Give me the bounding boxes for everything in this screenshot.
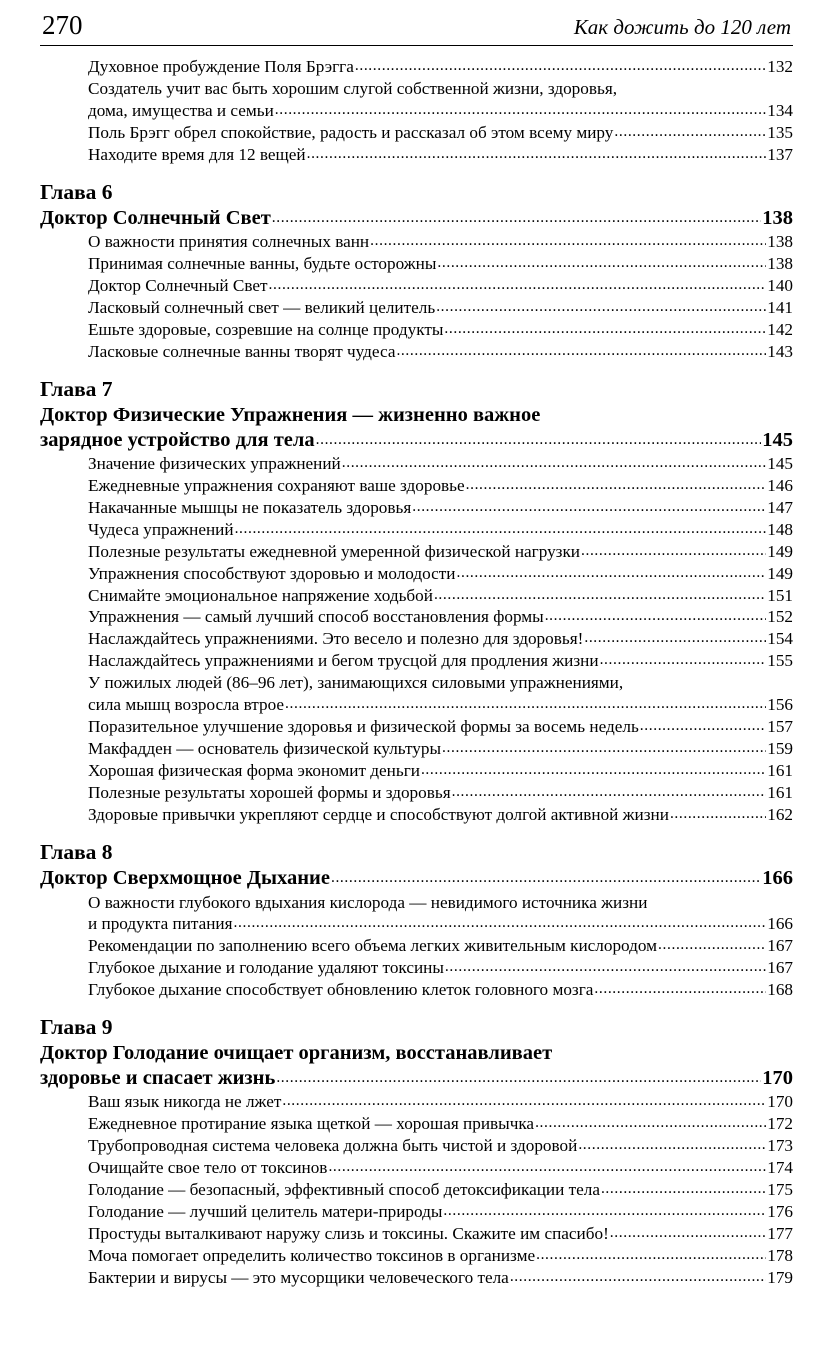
- dot-leader: [445, 955, 766, 977]
- toc-entry-page: 155: [767, 651, 793, 671]
- toc-chapter-9: [40, 1015, 793, 1288]
- dot-leader: [436, 295, 766, 317]
- dot-leader: [545, 604, 767, 626]
- toc-entry-page: 154: [767, 629, 793, 649]
- toc-entry-line: У пожилых людей (86–96 лет), занимающихся силовыми упражнениями,: [88, 673, 624, 693]
- toc-entry[interactable]: [88, 782, 793, 804]
- toc-entry-page: 156: [767, 695, 793, 715]
- toc-entry-line: О важности глубокого вдыхания кислорода — невидимого источника жизни: [88, 892, 648, 912]
- toc-entry-label: Ешьте здоровые, созревшие на солнце продукты: [88, 320, 444, 340]
- toc-group-continued: [40, 56, 793, 166]
- toc-entry-label: Наслаждайтесь упражнениями. Это весело и полезно для здоровья!: [88, 629, 584, 649]
- dot-leader: [658, 933, 766, 955]
- toc-entry-label: Простуды выталкивают наружу слизь и токсины. Скажите им спасибо!: [88, 1223, 609, 1243]
- toc-entry-label: Духовное пробуждение Поля Брэгга: [88, 57, 354, 76]
- toc-entry[interactable]: [88, 650, 793, 672]
- dot-leader: [535, 1111, 766, 1133]
- chapter-title-page: 166: [762, 867, 793, 890]
- toc-entry-page: 135: [767, 122, 793, 142]
- toc-entry[interactable]: [88, 122, 793, 144]
- toc-chapter-6: [40, 180, 793, 363]
- toc-entry-page: 161: [767, 782, 793, 802]
- toc-entry-page: 145: [767, 454, 793, 474]
- toc-entry-label: Находите время для 12 вещей: [88, 144, 306, 164]
- toc-entry-label: Полезные результаты ежедневной умеренной физической нагрузки: [88, 541, 580, 561]
- toc-entry[interactable]: [88, 231, 793, 253]
- toc-entry[interactable]: [88, 519, 793, 541]
- toc-entry[interactable]: [88, 957, 793, 979]
- dot-leader: [370, 229, 766, 251]
- toc-entry[interactable]: [88, 738, 793, 760]
- toc-entry-label: Полезные результаты хорошей формы и здоровья: [88, 782, 451, 802]
- toc-entry-label: Ваш язык никогда не лжет: [88, 1092, 282, 1112]
- toc-entry-page: 148: [767, 519, 793, 539]
- toc-entry-label: дома, имущества и семьи: [88, 100, 274, 120]
- toc-entry-page: 149: [767, 541, 793, 561]
- running-title-number: 120: [720, 15, 752, 39]
- chapter-title-row[interactable]: [40, 427, 793, 453]
- toc-entry-label: Глубокое дыхание способствует обновлению клеток головного мозга: [88, 980, 594, 1000]
- toc-entry[interactable]: [88, 1201, 793, 1223]
- dot-leader: [421, 758, 766, 780]
- toc-entry-label: Ласковый солнечный свет — великий целитель: [88, 298, 436, 318]
- toc-chapter-8: [40, 840, 793, 1001]
- dot-leader: [307, 142, 767, 164]
- dot-leader: [442, 736, 766, 758]
- dot-leader: [601, 1177, 766, 1199]
- dot-leader: [331, 863, 761, 889]
- toc-entry-label: Принимая солнечные ванны, будьте осторожны: [88, 254, 437, 274]
- chapter-title-line: Доктор Физические Упражнения — жизненно важное: [40, 403, 541, 426]
- toc-entry-label: Моча помогает определить количество токсинов в организме: [88, 1245, 536, 1265]
- toc-entry[interactable]: [88, 275, 793, 297]
- toc-entry-label: Голодание — лучший целитель матери-природы: [88, 1201, 443, 1221]
- toc-entry[interactable]: [88, 694, 793, 716]
- toc-entry-page: 179: [767, 1267, 793, 1287]
- toc-entry-page: 175: [767, 1179, 793, 1199]
- toc-entry-page: 138: [767, 254, 793, 274]
- chapter-8-entries: [40, 892, 793, 1002]
- toc-entry[interactable]: [88, 475, 793, 497]
- toc-entry-label: Очищайте свое тело от токсинов: [88, 1157, 328, 1177]
- dot-leader: [466, 473, 767, 495]
- toc-entry-label: О важности принятия солнечных ванн: [88, 232, 370, 252]
- toc-chapter-7: [40, 377, 793, 826]
- toc-entry-page: 149: [767, 563, 793, 583]
- toc-entry-label: Снимайте эмоциональное напряжение ходьбой: [88, 585, 433, 605]
- dot-leader: [444, 317, 766, 339]
- toc-entry-page: 147: [767, 497, 793, 517]
- toc-entry-label: Накачанные мышцы не показатель здоровья: [88, 497, 412, 517]
- chapter-title-line: Доктор Голодание очищает организм, восстанавливает: [40, 1041, 553, 1064]
- dot-leader: [536, 1243, 766, 1265]
- dot-leader: [457, 561, 767, 583]
- dot-leader: [434, 583, 766, 605]
- toc-entry[interactable]: [88, 319, 793, 341]
- dot-leader: [282, 1089, 766, 1111]
- toc-entry-page: 143: [767, 342, 793, 362]
- dot-leader: [670, 802, 766, 824]
- toc-entry-page: 137: [767, 144, 793, 164]
- toc-entry-label: Ежедневное протирание языка щеткой — хорошая привычка: [88, 1114, 535, 1134]
- dot-leader: [328, 1155, 766, 1177]
- chapter-title-row[interactable]: [40, 205, 793, 231]
- toc-entry-label: Макфадден — основатель физической культуры: [88, 739, 442, 758]
- toc-entry-page: 177: [767, 1223, 793, 1243]
- toc-entry-page: 138: [767, 232, 793, 252]
- toc-entry[interactable]: [88, 1157, 793, 1179]
- toc-entry-label: Упражнения способствуют здоровью и молодости: [88, 563, 456, 583]
- dot-leader: [316, 425, 762, 451]
- toc-entry-label: Ежедневные упражнения сохраняют ваше здоровье: [88, 475, 465, 495]
- toc-entry-page: 134: [767, 100, 793, 120]
- dot-leader: [640, 714, 766, 736]
- chapter-label: Глава 6: [40, 179, 113, 204]
- toc-entry-label: Голодание — безопасный, эффективный способ детоксификации тела: [88, 1179, 600, 1199]
- running-title-suffix: лет: [751, 15, 791, 39]
- toc-entry-line: Создатель учит вас быть хорошим слугой собственной жизни, здоровья,: [88, 78, 618, 98]
- chapter-title: Доктор Сверхмощное Дыхание: [40, 867, 330, 890]
- dot-leader: [610, 1221, 766, 1243]
- toc-entry-page: 167: [767, 958, 793, 978]
- toc-entry[interactable]: [88, 760, 793, 782]
- toc-entry-label: Здоровые привычки укрепляют сердце и способствуют долгой активной жизни: [88, 804, 669, 824]
- dot-leader: [396, 339, 766, 361]
- toc-entry[interactable]: [88, 541, 793, 563]
- toc-entry[interactable]: [88, 585, 793, 607]
- chapter-title-row[interactable]: [40, 865, 793, 891]
- chapter-label: Глава 8: [40, 839, 113, 864]
- toc-entry-label: Бактерии и вирусы — это мусорщики человеческого тела: [88, 1267, 509, 1287]
- toc-entry-page: 132: [767, 57, 793, 76]
- toc-entry-label: Ласковые солнечные ванны творят чудеса: [88, 342, 396, 362]
- toc-entry[interactable]: [88, 144, 793, 166]
- chapter-label: Глава 9: [40, 1015, 113, 1040]
- dot-leader: [443, 1199, 766, 1221]
- toc-entry-label: Доктор Солнечный Свет: [88, 276, 268, 296]
- toc-entry-label: Поль Брэгг обрел спокойствие, радость и рассказал об этом всему миру: [88, 122, 614, 142]
- chapter-title: Доктор Солнечный Свет: [40, 207, 271, 230]
- chapter-9-entries: [40, 1091, 793, 1288]
- toc-entry-page: 168: [767, 980, 793, 1000]
- toc-entry-label: Хорошая физическая форма экономит деньги: [88, 760, 420, 780]
- dot-leader: [285, 692, 766, 714]
- toc-entry-page: 151: [767, 585, 793, 605]
- toc-entry-page: 172: [767, 1114, 793, 1134]
- toc-entry-page: 170: [767, 1092, 793, 1112]
- dot-leader: [235, 517, 767, 539]
- toc-entry-page: 141: [767, 298, 793, 318]
- toc-entry[interactable]: [88, 1267, 793, 1289]
- chapter-title-page: 170: [762, 1067, 793, 1090]
- toc-entry[interactable]: [88, 563, 793, 585]
- toc-entry-page: 166: [767, 914, 793, 934]
- running-title-prefix: Как дожить до: [573, 15, 721, 39]
- dot-leader: [584, 626, 766, 648]
- dot-leader: [452, 780, 767, 802]
- chapter-title-page: 145: [762, 428, 793, 451]
- toc-entry-page: 157: [767, 717, 793, 737]
- table-of-contents: [40, 56, 793, 1288]
- toc-entry-page: 167: [767, 936, 793, 956]
- toc-entry[interactable]: [88, 297, 793, 319]
- toc-entry[interactable]: [88, 606, 793, 628]
- chapter-6-entries: [40, 231, 793, 363]
- toc-entry-page: 176: [767, 1201, 793, 1221]
- dot-leader: [342, 451, 766, 473]
- toc-entry-page: 146: [767, 475, 793, 495]
- toc-entry[interactable]: [88, 497, 793, 519]
- chapter-title-page: 138: [762, 207, 793, 230]
- toc-entry-page: 162: [767, 804, 793, 824]
- chapter-7-entries: [40, 453, 793, 826]
- dot-leader: [269, 273, 767, 295]
- toc-entry-label: Поразительное улучшение здоровья и физической формы за восемь недель: [88, 717, 639, 737]
- toc-entry-label: сила мышц возросла втрое: [88, 695, 285, 715]
- dot-leader: [234, 911, 767, 933]
- chapter-title: здоровье и спасает жизнь: [40, 1067, 276, 1090]
- toc-entry[interactable]: [88, 453, 793, 475]
- toc-entry[interactable]: [88, 341, 793, 363]
- dot-leader: [614, 120, 766, 142]
- toc-entry[interactable]: [88, 935, 793, 957]
- dot-leader: [581, 539, 766, 561]
- toc-entry-label: Рекомендации по заполнению всего объема легких живительным кислородом: [88, 936, 658, 956]
- toc-entry-label: Трубопроводная система человека должна быть чистой и здоровой: [88, 1136, 578, 1156]
- dot-leader: [272, 203, 761, 229]
- chapter-title-row[interactable]: [40, 1065, 793, 1091]
- toc-entry-label: и продукта питания: [88, 914, 233, 934]
- toc-entry-label: Чудеса упражнений: [88, 519, 234, 539]
- toc-entry-page: 140: [767, 276, 793, 296]
- toc-entry[interactable]: [88, 1113, 793, 1135]
- toc-entry[interactable]: [88, 1245, 793, 1267]
- toc-entry-page: 159: [767, 739, 793, 758]
- toc-entry-label: Упражнения — самый лучший способ восстановления формы: [88, 607, 544, 627]
- dot-leader: [594, 977, 766, 999]
- toc-entry[interactable]: [88, 628, 793, 650]
- dot-leader: [355, 54, 766, 76]
- toc-entry[interactable]: [88, 1135, 793, 1157]
- chapter-label: Глава 7: [40, 376, 113, 401]
- toc-entry[interactable]: [88, 56, 793, 78]
- toc-entry[interactable]: [88, 253, 793, 275]
- chapter-title: зарядное устройство для тела: [40, 428, 315, 451]
- dot-leader: [510, 1265, 766, 1287]
- running-head: [40, 10, 793, 46]
- dot-leader: [276, 1063, 761, 1089]
- toc-entry-label: Наслаждайтесь упражнениями и бегом трусцой для продления жизни: [88, 651, 599, 671]
- toc-entry-page: 142: [767, 320, 793, 340]
- page-folio: 270: [42, 10, 83, 40]
- dot-leader: [275, 98, 766, 120]
- toc-entry[interactable]: [88, 1091, 793, 1113]
- dot-leader: [600, 648, 767, 670]
- dot-leader: [437, 251, 766, 273]
- toc-entry-page: 161: [767, 760, 793, 780]
- toc-entry-label: Глубокое дыхание и голодание удаляют токсины: [88, 958, 444, 978]
- toc-entry[interactable]: [88, 913, 793, 935]
- running-title: [574, 15, 791, 40]
- dot-leader: [578, 1133, 766, 1155]
- toc-entry[interactable]: [88, 1179, 793, 1201]
- toc-entry-label: Значение физических упражнений: [88, 454, 341, 474]
- toc-entry[interactable]: [88, 716, 793, 738]
- toc-entry-page: 152: [767, 607, 793, 627]
- dot-leader: [412, 495, 766, 517]
- toc-entry-page: 174: [767, 1157, 793, 1177]
- toc-entry[interactable]: [88, 100, 793, 122]
- toc-entry[interactable]: [88, 979, 793, 1001]
- toc-entry[interactable]: [88, 1223, 793, 1245]
- toc-entry-page: 178: [767, 1245, 793, 1265]
- toc-entry-page: 173: [767, 1136, 793, 1156]
- toc-entry[interactable]: [88, 804, 793, 826]
